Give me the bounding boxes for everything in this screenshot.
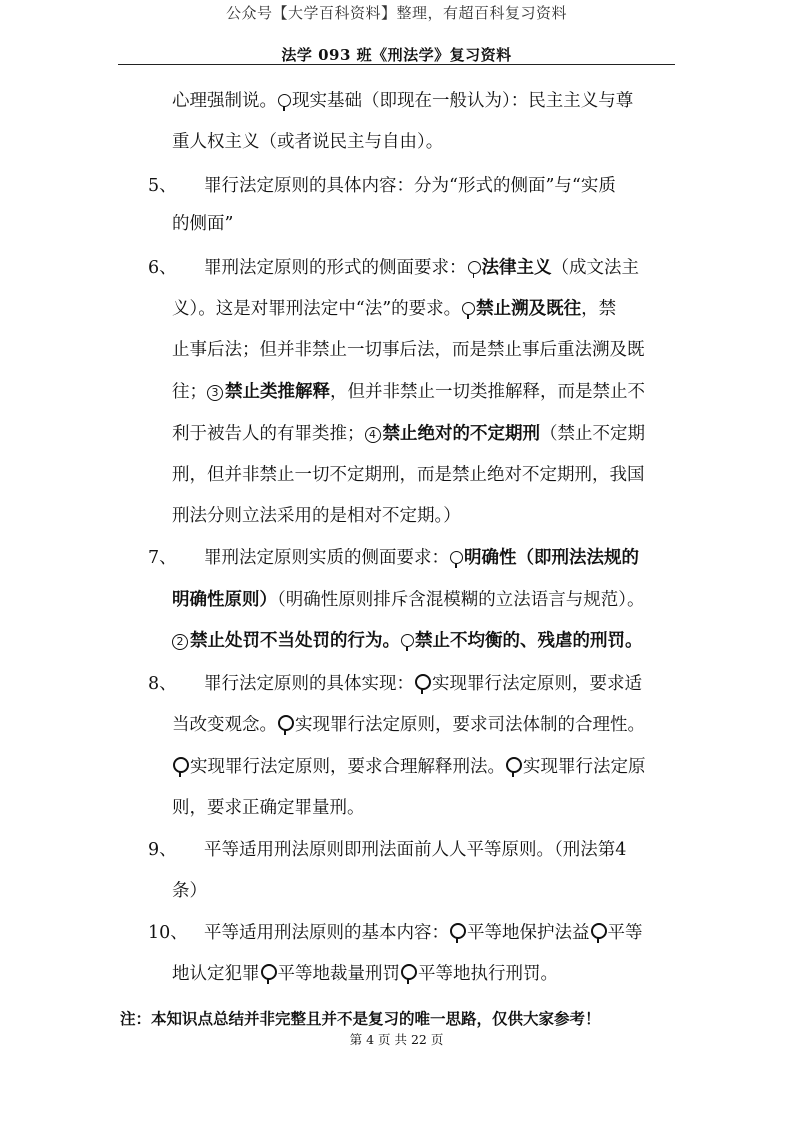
text-span: 现实基础（即现在一般认为）：民主主义与尊	[292, 91, 634, 111]
text-line: 的侧面”	[172, 214, 234, 234]
item-number: 5、	[148, 176, 177, 196]
item-number: 6、	[148, 258, 177, 278]
header-rule	[118, 64, 675, 65]
item-number: 10、	[148, 923, 188, 943]
text-line: 条）	[172, 881, 207, 901]
footnote: 注：本知识点总结并非完整且并不是复习的唯一思路，仅供大家参考！	[120, 1009, 601, 1028]
text-line	[172, 963, 558, 985]
text-span: （禁止不定期	[540, 424, 645, 444]
enum-marker-icon	[591, 923, 607, 939]
circled-number-icon: 2	[172, 634, 188, 650]
bold-term: 禁止不均衡的、残虐的刑罚。	[415, 631, 643, 651]
text-span: 实现罪行法定原则，要求合理解释刑法。	[190, 757, 505, 777]
bold-term: 明确性原则）	[172, 590, 277, 610]
text-span: 罪刑法定原则的形式的侧面要求：	[204, 258, 467, 278]
top-watermark-note: 公众号【大学百科资料】整理，有超百科复习资料	[225, 4, 567, 22]
text-span: 实现罪行法定原则，要求司法体制的合理性。	[295, 715, 645, 735]
text-span: （明确性原则排斥含混模糊的立法语言与规范）。	[277, 590, 645, 610]
enum-marker-icon	[450, 923, 466, 939]
text-span: ，但并非禁止一切类推解释，而是禁止不	[330, 382, 645, 402]
text-line: 罪行法定原则的具体内容：分为“形式的侧面”与“实质	[204, 176, 616, 196]
text-line	[172, 423, 645, 445]
text-line	[172, 756, 646, 778]
text-line	[172, 630, 643, 652]
circled-number-icon: 3	[207, 385, 223, 401]
bold-term: 禁止类推解释	[225, 382, 330, 402]
text-span: （成文法主	[551, 258, 639, 278]
text-line: 平等适用刑法原则即刑法面前人人平等原则。（刑法第4	[204, 840, 627, 860]
text-line	[172, 714, 645, 736]
text-line	[204, 922, 643, 944]
item-number: 7、	[148, 548, 177, 568]
enum-marker-icon	[173, 757, 189, 773]
text-line	[204, 257, 639, 279]
document-title: 法学 093 班《刑法学》复习资料	[281, 46, 512, 64]
text-span: 往；	[172, 382, 207, 402]
text-line	[172, 589, 645, 611]
text-line: 则，要求正确定罪量刑。	[172, 798, 365, 818]
enum-marker-icon	[401, 964, 417, 980]
bold-term: 禁止绝对的不定期刑	[382, 424, 540, 444]
text-span: 平等适用刑法原则的基本内容：	[204, 923, 449, 943]
text-span: 平等地保护法益	[467, 923, 590, 943]
enum-marker-icon	[278, 94, 291, 107]
text-span: 利于被告人的有罪类推；	[172, 424, 365, 444]
text-span: 罪行法定原则的具体实现：	[204, 674, 414, 694]
text-span: 实现罪行法定原	[523, 757, 646, 777]
item-number: 9、	[148, 840, 177, 860]
text-span: 心理强制说。	[172, 91, 277, 111]
text-span: 平等	[607, 923, 643, 943]
text-span: 当改变观念。	[172, 715, 277, 735]
enum-marker-icon	[415, 674, 431, 690]
text-span: 罪刑法定原则实质的侧面要求：	[204, 548, 449, 568]
text-line	[204, 547, 639, 569]
bold-term: 明确性（即刑法法规的	[464, 548, 639, 568]
enum-marker-icon	[462, 302, 475, 315]
text-line: 刑法分则立法采用的是相对不定期。）	[172, 506, 461, 526]
text-span: 义）。这是对罪刑法定中“法”的要求。	[172, 299, 462, 319]
text-line	[172, 298, 616, 320]
enum-marker-icon	[401, 634, 414, 647]
enum-marker-icon	[278, 715, 294, 731]
text-span: ，禁	[581, 299, 617, 319]
text-line: 止事后法；但并非禁止一切事后法，而是禁止事后重法溯及既	[172, 340, 645, 360]
text-line	[172, 90, 633, 112]
enum-marker-icon	[450, 551, 463, 564]
enum-marker-icon	[468, 261, 481, 274]
page-number: 第 4 页 共 22 页	[349, 1032, 444, 1047]
text-line	[204, 673, 642, 695]
enum-marker-icon	[261, 964, 277, 980]
text-span: 平等地执行刑罚。	[418, 964, 558, 984]
enum-marker-icon	[506, 757, 522, 773]
text-line: 重人权主义（或者说民主与自由）。	[172, 132, 444, 152]
text-span: 平等地裁量刑罚	[277, 964, 400, 984]
bold-term: 法律主义	[481, 258, 552, 278]
bold-term: 禁止溯及既往	[476, 299, 582, 319]
circled-number-icon: 4	[365, 427, 381, 443]
item-number: 8、	[148, 674, 177, 694]
bold-term: 禁止处罚不当处罚的行为。	[190, 631, 400, 651]
text-line: 刑，但并非禁止一切不定期刑，而是禁止绝对不定期刑，我国	[172, 465, 645, 485]
text-line	[172, 381, 645, 403]
text-span: 地认定犯罪	[172, 964, 260, 984]
text-span: 实现罪行法定原则，要求适	[432, 674, 642, 694]
